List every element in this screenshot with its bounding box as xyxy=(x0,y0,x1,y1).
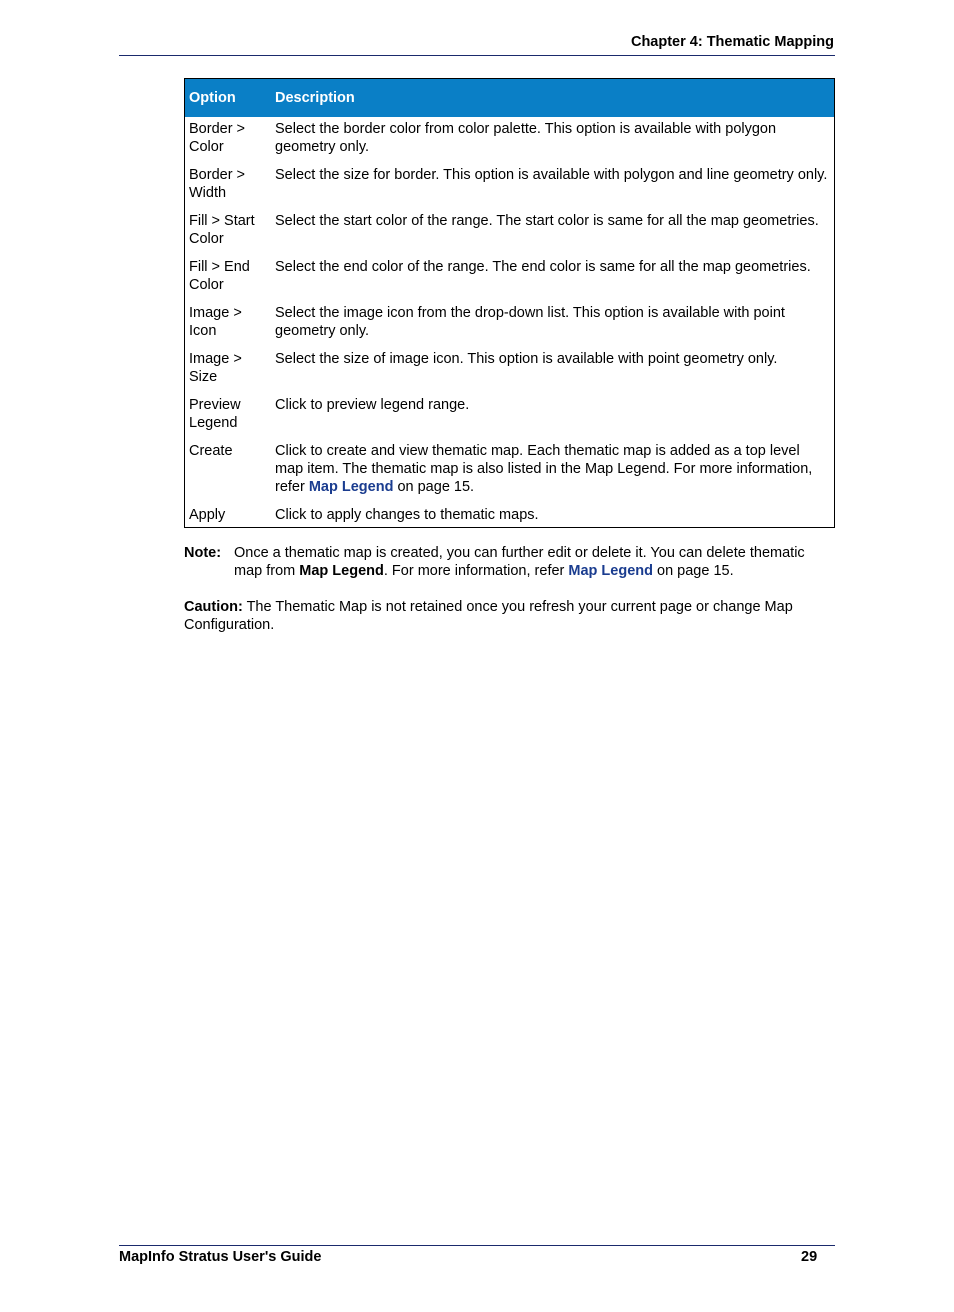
table-header-row xyxy=(185,79,835,118)
note-text: Once a thematic map is created, you can further edit or delete it. You can delete thematic map from xyxy=(234,545,805,579)
description-cell: Click to apply changes to thematic maps. xyxy=(275,507,539,523)
note-label: Note: xyxy=(184,545,222,561)
table-row xyxy=(185,304,835,350)
table-row xyxy=(185,506,835,528)
option-cell: Fill > Start Color xyxy=(189,213,255,247)
option-cell: Create xyxy=(189,443,233,459)
map-legend-link[interactable]: Map Legend xyxy=(308,479,394,495)
description-cell: Select the size of image icon. This option is available with point geometry only. xyxy=(275,351,778,367)
description-cell: Select the start color of the range. The start color is same for all the map geometries. xyxy=(275,213,819,229)
note-text: on page 15. xyxy=(652,563,734,579)
column-header-description: Description xyxy=(271,79,835,118)
table-row xyxy=(185,117,835,166)
caution-text: The Thematic Map is not retained once you refresh your current page or change Map Configuration. xyxy=(184,599,793,633)
option-cell: Image > Icon xyxy=(189,305,242,339)
caution-block xyxy=(184,598,836,634)
table-row xyxy=(185,212,835,258)
table-row xyxy=(185,166,835,212)
column-header-option: Option xyxy=(185,79,272,118)
option-cell: Fill > End Color xyxy=(189,259,250,293)
page-number: 29 xyxy=(801,1249,818,1265)
option-cell: Image > Size xyxy=(189,351,242,385)
option-cell: Border > Color xyxy=(189,121,246,155)
options-table xyxy=(184,78,835,528)
footer-title: MapInfo Stratus User's Guide xyxy=(119,1249,322,1265)
header-divider xyxy=(119,55,835,56)
note-text: . For more information, refer xyxy=(383,563,569,579)
table-row xyxy=(185,442,835,506)
description-cell xyxy=(271,442,835,506)
note-bold-term: Map Legend xyxy=(299,563,384,579)
table-row xyxy=(185,396,835,442)
table-row xyxy=(185,350,835,396)
table-row xyxy=(185,258,835,304)
option-cell: Border > Width xyxy=(189,167,246,201)
description-text: Click to create and view thematic map. Each thematic map is added as a top level map item. The thematic map is also listed in the Map Legend. For more information, refer xyxy=(275,443,813,495)
option-cell: Apply xyxy=(189,507,226,523)
description-cell: Select the image icon from the drop-down list. This option is available with point geometry only. xyxy=(275,305,785,339)
chapter-header: Chapter 4: Thematic Mapping xyxy=(630,34,834,50)
note-block xyxy=(184,544,836,580)
description-cell: Select the border color from color palette. This option is available with polygon geometry only. xyxy=(275,121,777,155)
option-cell: Preview Legend xyxy=(189,397,241,431)
map-legend-link[interactable]: Map Legend xyxy=(568,563,653,579)
description-text: on page 15. xyxy=(393,479,475,495)
caution-label: Caution: xyxy=(184,599,243,615)
footer-divider xyxy=(119,1245,835,1246)
description-cell: Select the size for border. This option is available with polygon and line geometry only. xyxy=(275,167,828,183)
description-cell: Select the end color of the range. The end color is same for all the map geometries. xyxy=(275,259,811,275)
note-body xyxy=(234,544,836,580)
description-cell: Click to preview legend range. xyxy=(275,397,470,413)
